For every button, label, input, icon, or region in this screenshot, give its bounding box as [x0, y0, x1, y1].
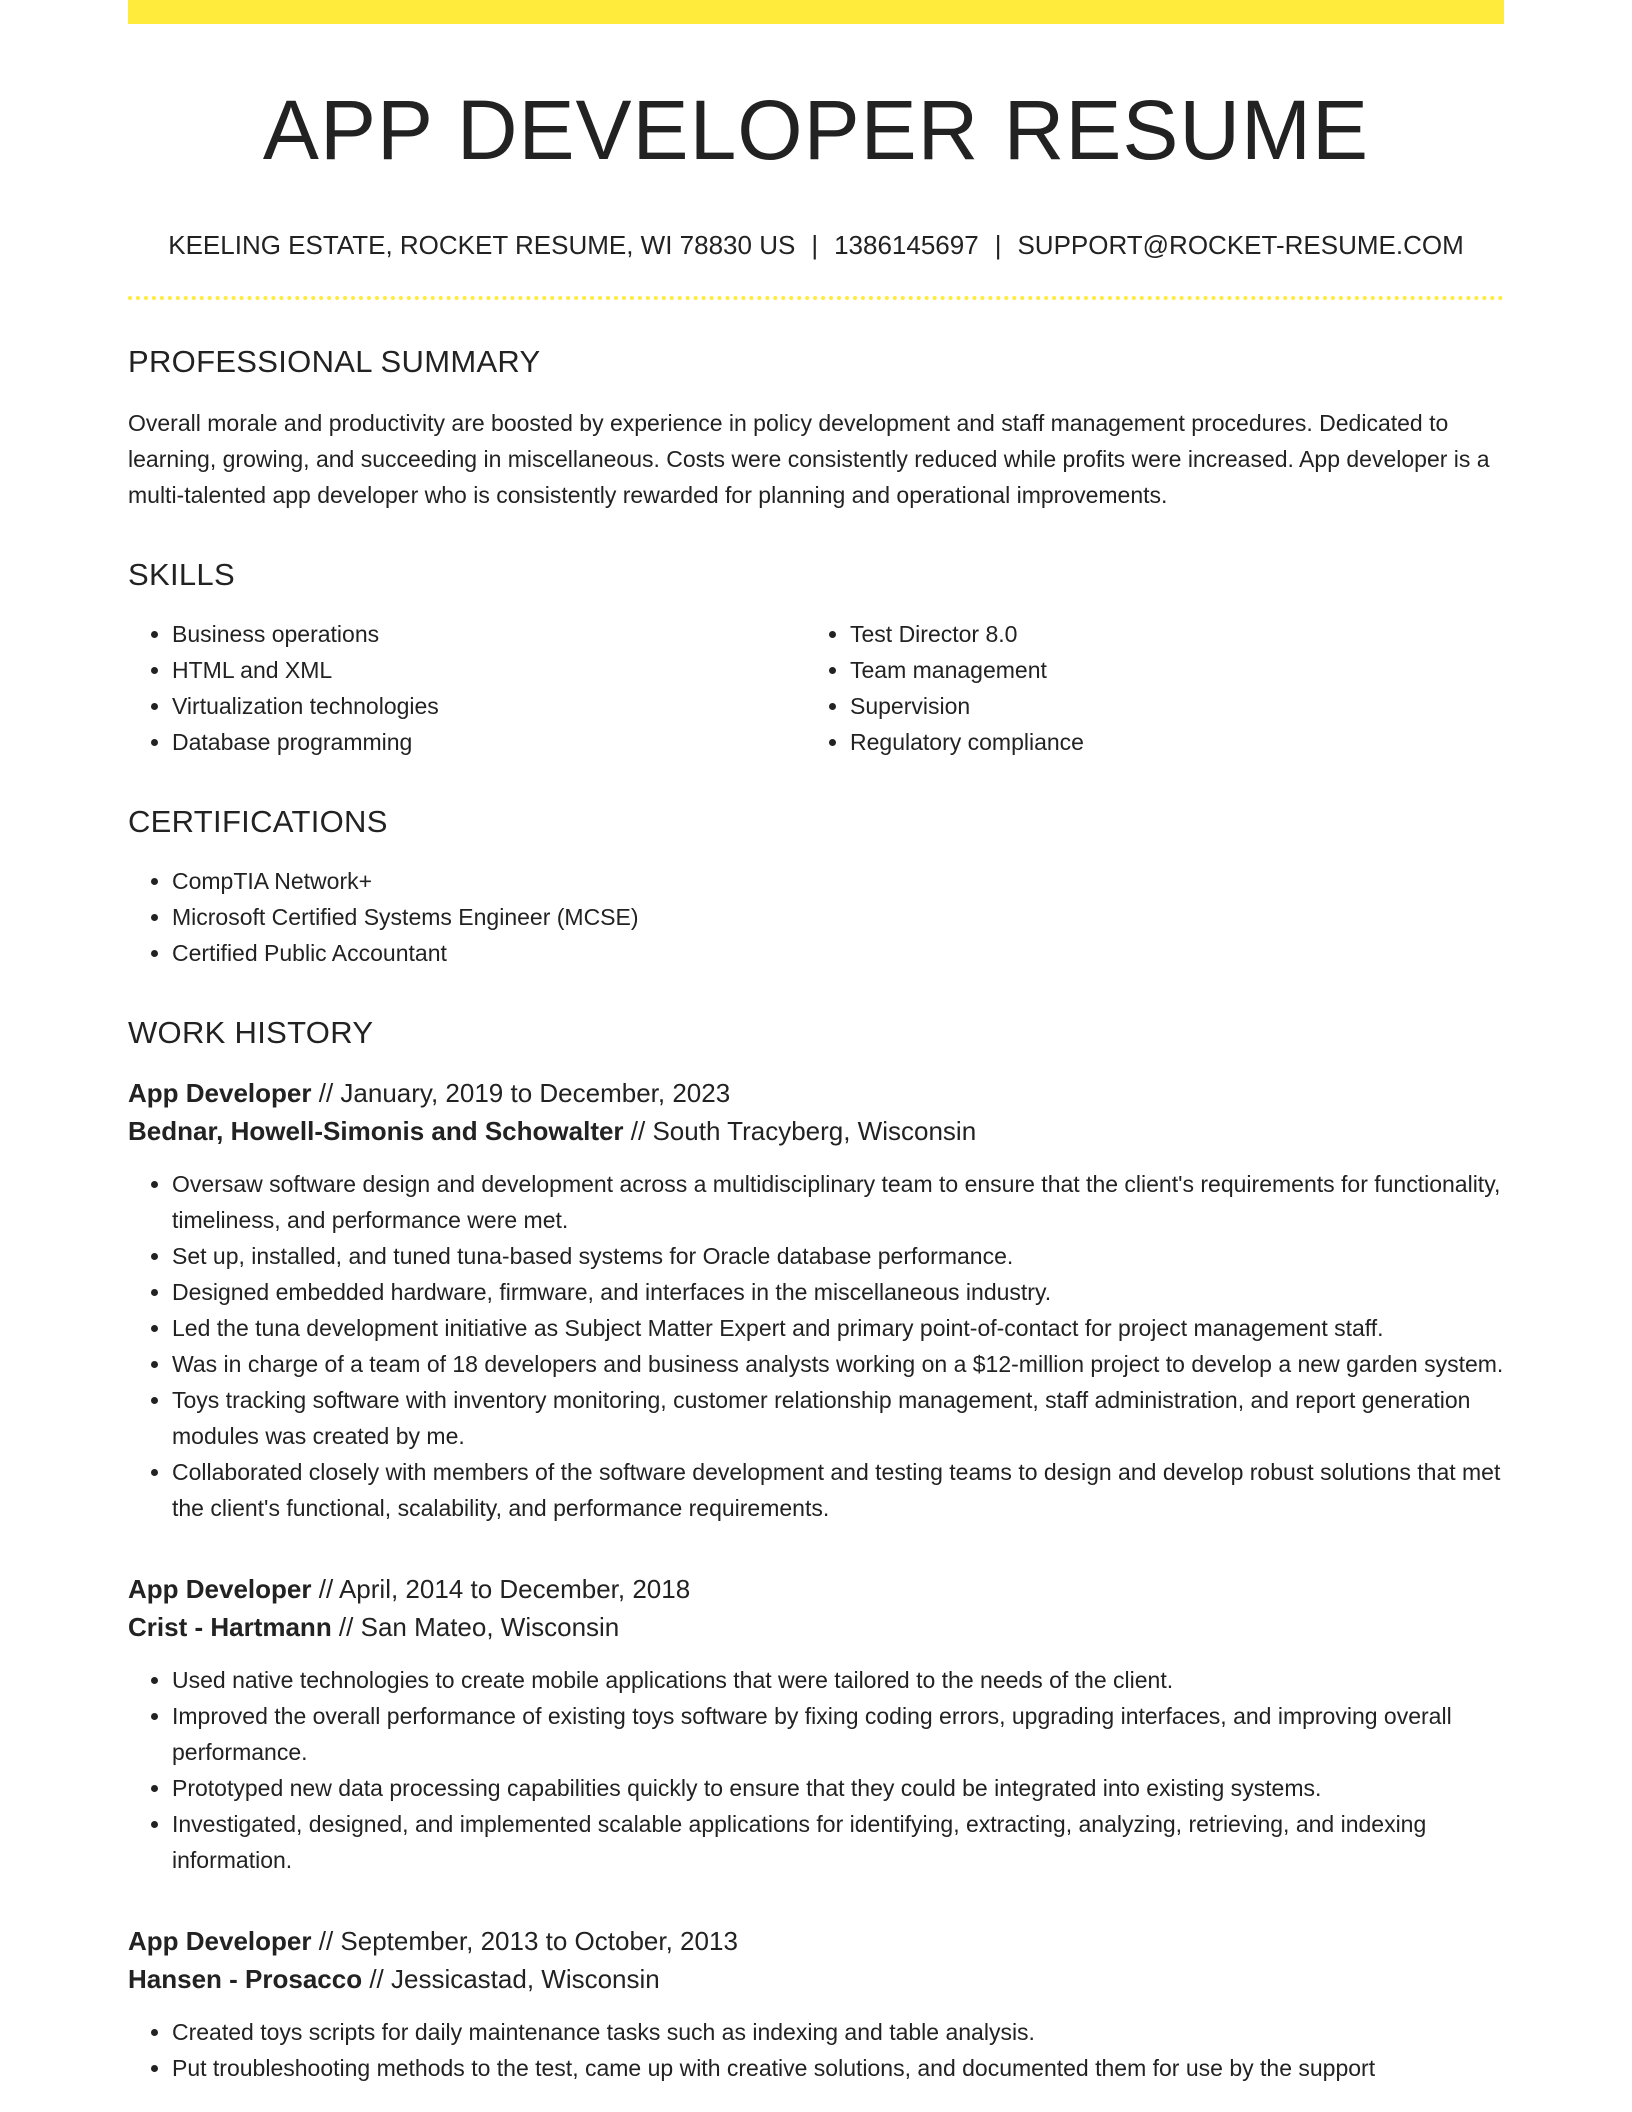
skill-item: • Business operations	[172, 616, 806, 652]
skill-item: • HTML and XML	[172, 652, 806, 688]
job-bullet: • Created toys scripts for daily maintenance tasks such as indexing and table analysis.	[172, 2014, 1504, 2050]
job-location: // Jessicastad, Wisconsin	[362, 1964, 660, 1994]
contact-separator: |	[811, 230, 819, 260]
job-bullet: • Improved the overall performance of existing toys software by fixing coding errors, upgrading interfaces, and improving overall performance.	[172, 1698, 1504, 1770]
certification-item: • CompTIA Network+	[172, 863, 1504, 899]
job-bullet: • Investigated, designed, and implemented scalable applications for identifying, extracting, analyzing, retrieving, and indexing information.	[172, 1806, 1504, 1878]
accent-bar	[128, 0, 1504, 24]
job-bullet: • Used native technologies to create mobile applications that were tailored to the needs of the client.	[172, 1662, 1504, 1698]
skill-item: • Supervision	[850, 688, 1484, 724]
job-company-line	[128, 1112, 1504, 1150]
skill-item: • Test Director 8.0	[850, 616, 1484, 652]
certifications-heading: CERTIFICATIONS	[128, 804, 388, 839]
skill-item: • Team management	[850, 652, 1484, 688]
job-location: // San Mateo, Wisconsin	[331, 1612, 620, 1642]
job-title-line	[128, 1074, 1504, 1112]
job-bullet: • Prototyped new data processing capabilities quickly to ensure that they could be integrated into existing systems.	[172, 1770, 1504, 1806]
resume-page	[128, 0, 1504, 2086]
certifications-list	[128, 863, 1504, 971]
contact-address: KEELING ESTATE, ROCKET RESUME, WI 78830 US	[168, 230, 796, 260]
skills-list	[128, 616, 1504, 760]
job-company: Crist - Hartmann	[128, 1612, 332, 1642]
certification-item: • Certified Public Accountant	[172, 935, 1504, 971]
resume-title: APP DEVELOPER RESUME	[262, 83, 1370, 177]
contact-email[interactable]: SUPPORT@ROCKET-RESUME.COM	[1017, 230, 1464, 260]
job-bullets	[128, 2014, 1504, 2086]
job-company: Bednar, Howell-Simonis and Schowalter	[128, 1116, 624, 1146]
header-divider	[128, 296, 1504, 300]
contact-phone: 1386145697	[834, 230, 979, 260]
job-entry	[128, 1074, 1504, 1526]
job-role: App Developer	[128, 1078, 312, 1108]
job-role: App Developer	[128, 1574, 312, 1604]
contact-line	[128, 232, 1504, 258]
job-bullets	[128, 1166, 1504, 1526]
job-entry	[128, 1922, 1504, 2086]
job-bullet: • Designed embedded hardware, firmware, and interfaces in the miscellaneous industry.	[172, 1274, 1504, 1310]
job-title-line	[128, 1922, 1504, 1960]
skill-item: • Virtualization technologies	[172, 688, 806, 724]
job-entry	[128, 1570, 1504, 1878]
job-dates: // September, 2013 to October, 2013	[311, 1926, 738, 1956]
job-dates: // April, 2014 to December, 2018	[311, 1574, 691, 1604]
job-dates: // January, 2019 to December, 2023	[311, 1078, 731, 1108]
job-company-line	[128, 1608, 1504, 1646]
skill-item: • Database programming	[172, 724, 806, 760]
job-bullet: • Toys tracking software with inventory monitoring, customer relationship management, staff administration, and report generation modules was created by me.	[172, 1382, 1504, 1454]
job-bullets	[128, 1662, 1504, 1878]
skills-column-left	[128, 616, 806, 760]
job-bullet: • Set up, installed, and tuned tuna-based systems for Oracle database performance.	[172, 1238, 1504, 1274]
contact-separator: |	[994, 230, 1002, 260]
work-history-heading: WORK HISTORY	[128, 1015, 374, 1050]
job-bullet: • Oversaw software design and development across a multidisciplinary team to ensure that the client's requirements for functionality, timeliness, and performance were met.	[172, 1166, 1504, 1238]
summary-heading: PROFESSIONAL SUMMARY	[128, 344, 541, 379]
summary-text: Overall morale and productivity are boosted by experience in policy development and staff management procedures. Dedicated to learning, growing, and succeeding in miscellaneous. Costs were consistently reduced while profits were increased. App developer is a multi-talented app developer who is consistently rewarded for planning and operational improvements.	[128, 410, 1490, 508]
skills-column-right	[806, 616, 1484, 760]
job-bullet: • Collaborated closely with members of the software development and testing teams to design and develop robust solutions that met the client's functional, scalability, and performance requirements.	[172, 1454, 1504, 1526]
job-bullet: • Led the tuna development initiative as Subject Matter Expert and primary point-of-contact for project management staff.	[172, 1310, 1504, 1346]
job-bullet: • Was in charge of a team of 18 developers and business analysts working on a $12-million project to develop a new garden system.	[172, 1346, 1504, 1382]
certification-item: • Microsoft Certified Systems Engineer (MCSE)	[172, 899, 1504, 935]
job-company: Hansen - Prosacco	[128, 1964, 363, 1994]
job-location: // South Tracyberg, Wisconsin	[623, 1116, 977, 1146]
job-company-line	[128, 1960, 1504, 1998]
skills-heading: SKILLS	[128, 557, 235, 592]
job-bullet: • Put troubleshooting methods to the test, came up with creative solutions, and documented them for use by the support	[172, 2050, 1504, 2086]
skill-item: • Regulatory compliance	[850, 724, 1484, 760]
job-title-line	[128, 1570, 1504, 1608]
job-role: App Developer	[128, 1926, 312, 1956]
